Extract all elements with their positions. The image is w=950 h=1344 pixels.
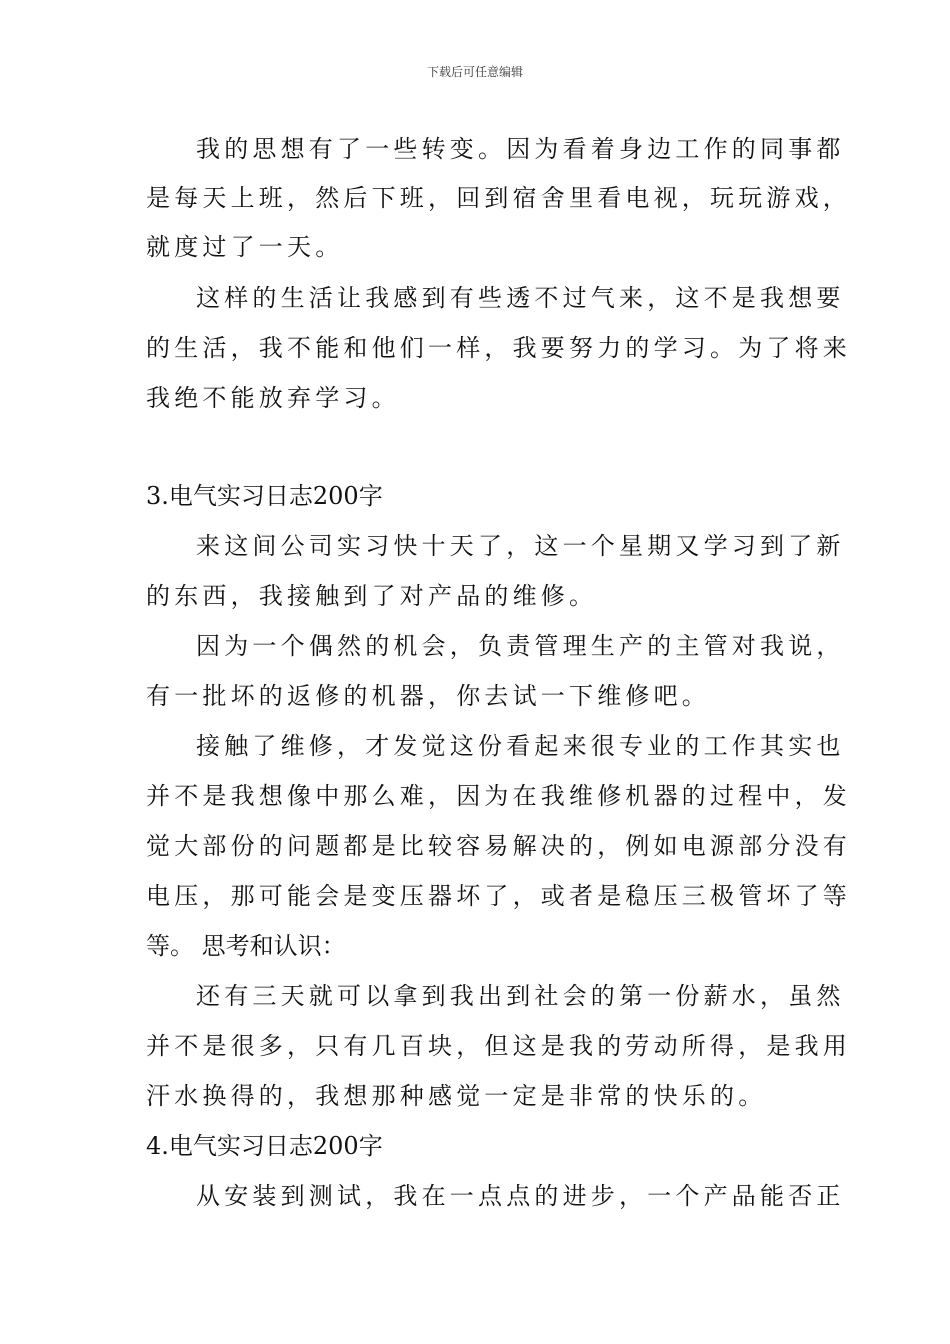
paragraph-line: 还有三天就可以拿到我出到社会的第一份薪水，虽然 bbox=[196, 982, 845, 1010]
paragraph-line: 从安装到测试，我在一点点的进步，一个产品能否正 bbox=[196, 1182, 845, 1210]
paragraph-line: 来这间公司实习快十天了，这一个星期又学习到了新 bbox=[196, 532, 845, 560]
section-heading: 3.电气实习日志200字 bbox=[146, 482, 383, 510]
paragraph-line: 并不是很多，只有几百块，但这是我的劳动所得，是我用 bbox=[146, 1032, 851, 1060]
paragraph-line: 是每天上班，然后下班，回到宿舍里看电视，玩玩游戏， bbox=[146, 184, 851, 212]
paragraph-line: 等。 思考和认识： bbox=[146, 932, 346, 960]
paragraph-line: 的生活，我不能和他们一样，我要努力的学习。为了将来 bbox=[146, 334, 851, 362]
paragraph-line: 因为一个偶然的机会，负责管理生产的主管对我说， bbox=[196, 632, 845, 660]
paragraph-line: 的东西，我接触到了对产品的维修。 bbox=[146, 582, 598, 610]
paragraph-line: 我绝不能放弃学习。 bbox=[146, 384, 400, 412]
page-header: 下载后可任意编辑 bbox=[426, 65, 523, 79]
paragraph-line: 我的思想有了一些转变。因为看着身边工作的同事都 bbox=[196, 135, 845, 163]
paragraph-line: 电压，那可能会是变压器坏了，或者是稳压三极管坏了等 bbox=[146, 882, 851, 910]
paragraph-line: 接触了维修，才发觉这份看起来很专业的工作其实也 bbox=[196, 732, 845, 760]
paragraph-line: 并不是我想像中那么难，因为在我维修机器的过程中，发 bbox=[146, 782, 851, 810]
paragraph-line: 汗水换得的，我想那种感觉一定是非常的快乐的。 bbox=[146, 1082, 767, 1110]
section-heading: 4.电气实习日志200字 bbox=[146, 1132, 383, 1160]
paragraph-line: 有一批坏的返修的机器，你去试一下维修吧。 bbox=[146, 682, 710, 710]
paragraph-line: 就度过了一天。 bbox=[146, 233, 344, 261]
paragraph-line: 觉大部份的问题都是比较容易解决的，例如电源部分没有 bbox=[146, 832, 851, 860]
paragraph-line: 这样的生活让我感到有些透不过气来，这不是我想要 bbox=[196, 284, 845, 312]
